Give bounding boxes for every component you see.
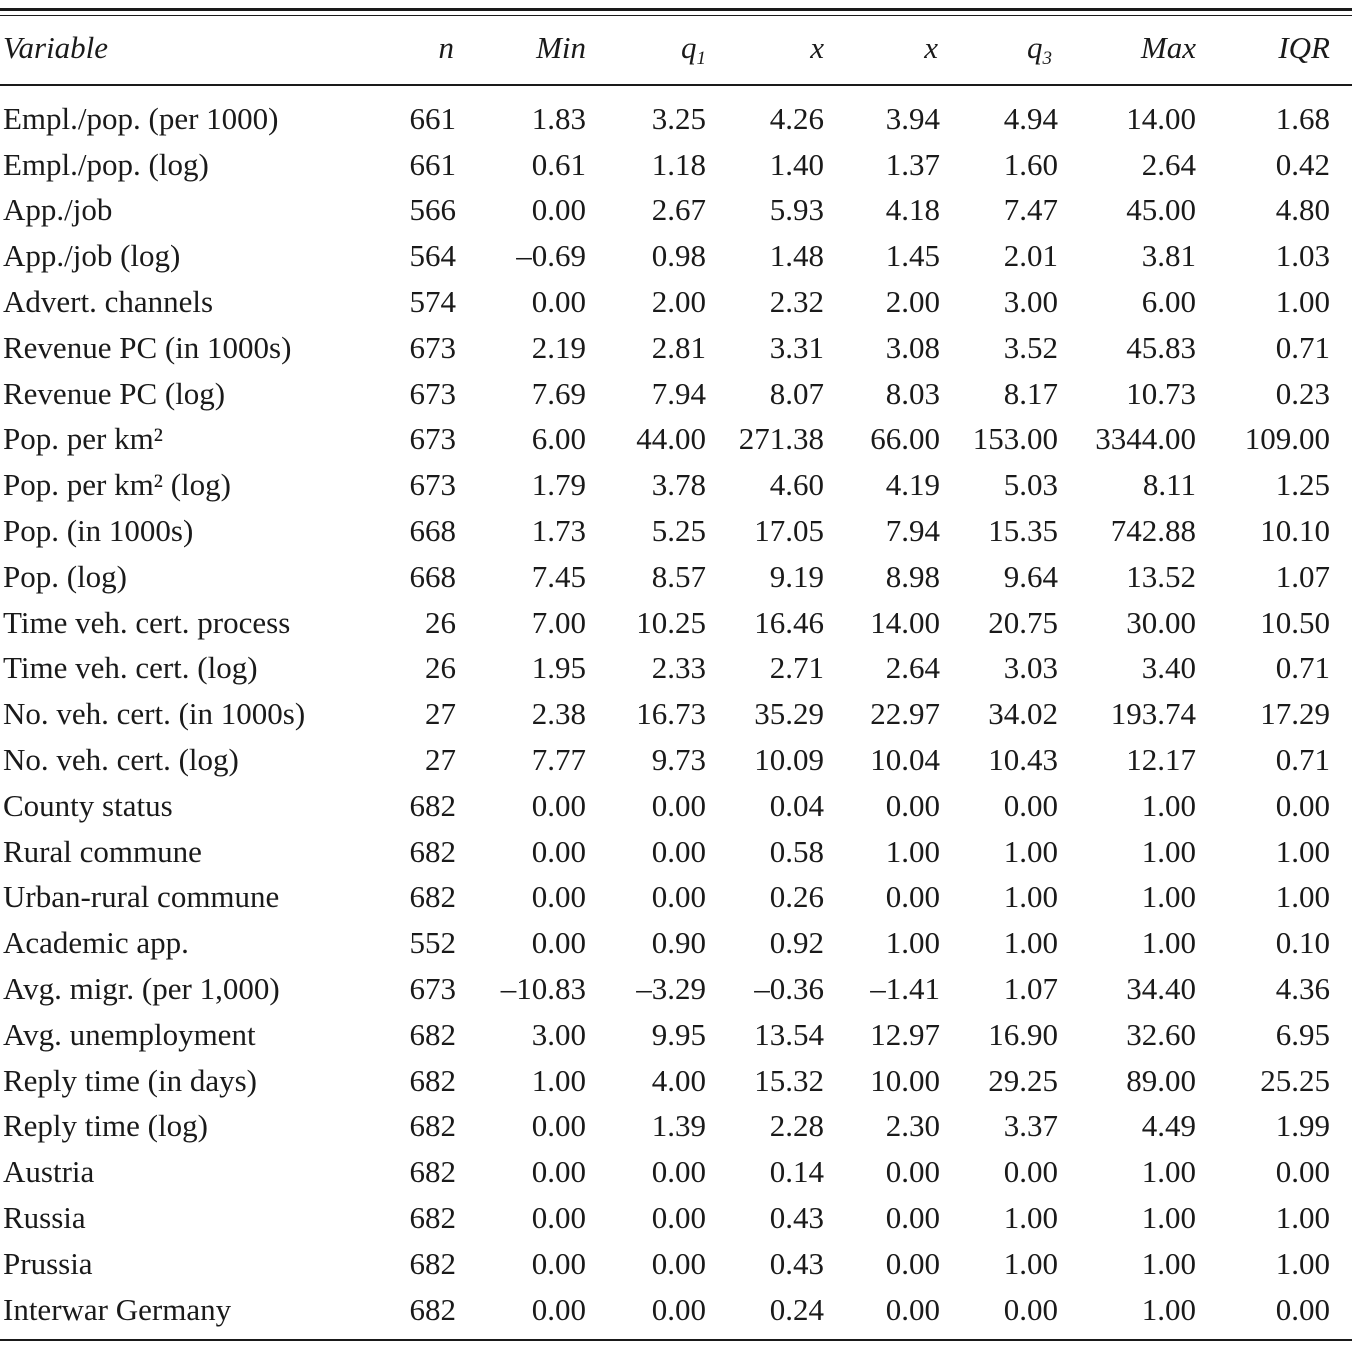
cell-q3: 3.37: [1003, 1108, 1058, 1144]
cell-q3: 8.17: [1003, 375, 1058, 411]
cell-q1: 0.98: [651, 238, 706, 274]
table-row: [0, 1287, 1352, 1333]
cell-q3: 1.00: [1003, 879, 1058, 915]
statistics-table-body: [0, 86, 1352, 1339]
cell-min: 0.00: [531, 879, 586, 915]
cell-max: 8.11: [1142, 467, 1196, 503]
cell-median: 0.00: [885, 1200, 940, 1236]
cell-median: 14.00: [870, 604, 940, 640]
cell-n: 27: [425, 696, 456, 732]
table-row: [0, 417, 1352, 463]
cell-iqr: 1.99: [1275, 1108, 1330, 1144]
cell-variable: No. veh. cert. (log): [3, 742, 239, 778]
header-median: x: [924, 30, 938, 65]
cell-median: 0.00: [885, 1291, 940, 1327]
cell-q1: 2.67: [651, 192, 706, 228]
cell-mean: 0.24: [769, 1291, 824, 1327]
cell-min: 0.00: [531, 1245, 586, 1281]
cell-n: 673: [409, 421, 456, 457]
cell-q3: 1.07: [1003, 971, 1058, 1007]
cell-iqr: 6.95: [1275, 1016, 1330, 1052]
cell-variable: Prussia: [3, 1245, 93, 1281]
cell-iqr: 0.10: [1275, 925, 1330, 961]
cell-min: 3.00: [531, 1016, 586, 1052]
cell-min: 0.00: [531, 284, 586, 320]
cell-n: 673: [409, 971, 456, 1007]
header-q3-subscript: 3: [1042, 48, 1052, 69]
cell-q1: 2.81: [651, 329, 706, 365]
cell-q1: 1.18: [651, 146, 706, 182]
cell-n: 682: [409, 1108, 456, 1144]
cell-n: 682: [409, 1245, 456, 1281]
cell-q3: 7.47: [1003, 192, 1058, 228]
cell-variable: Advert. channels: [3, 284, 214, 320]
cell-q3: 10.43: [988, 742, 1058, 778]
cell-variable: App./job: [3, 192, 113, 228]
cell-iqr: 1.00: [1275, 833, 1330, 869]
cell-min: 0.00: [531, 1108, 586, 1144]
cell-median: 12.97: [870, 1016, 940, 1052]
cell-median: 10.00: [870, 1062, 940, 1098]
top-double-rule: [0, 8, 1352, 16]
cell-median: 4.18: [885, 192, 940, 228]
cell-iqr: 10.50: [1260, 604, 1330, 640]
table-row: [0, 829, 1352, 875]
cell-q3: 1.00: [1003, 925, 1058, 961]
cell-max: 1.00: [1141, 1154, 1196, 1190]
cell-mean: 0.92: [769, 925, 824, 961]
cell-variable: App./job (log): [3, 238, 181, 274]
cell-q3: 1.00: [1003, 1245, 1058, 1281]
cell-variable: Interwar Germany: [3, 1291, 232, 1327]
cell-min: –0.69: [516, 238, 586, 274]
cell-max: 1.00: [1141, 787, 1196, 823]
cell-median: 66.00: [870, 421, 940, 457]
cell-median: 1.00: [885, 925, 940, 961]
cell-iqr: 0.71: [1275, 742, 1330, 778]
cell-variable: Austria: [3, 1154, 95, 1190]
cell-min: 1.95: [531, 650, 586, 686]
table-row: [0, 96, 1352, 142]
cell-variable: Revenue PC (in 1000s): [3, 329, 292, 365]
cell-min: 1.83: [531, 100, 586, 136]
cell-max: 1.00: [1141, 833, 1196, 869]
cell-max: 2.64: [1141, 146, 1196, 182]
cell-max: 14.00: [1126, 100, 1196, 136]
cell-variable: Urban-rural commune: [3, 879, 280, 915]
cell-n: 673: [409, 467, 456, 503]
table-row: [0, 966, 1352, 1012]
cell-q3: 5.03: [1003, 467, 1058, 503]
cell-median: 8.98: [885, 558, 940, 594]
statistics-table-container: [0, 8, 1352, 1341]
table-row: [0, 508, 1352, 554]
cell-q3: 0.00: [1003, 787, 1058, 823]
cell-mean: 4.60: [769, 467, 824, 503]
header-q1-base: q: [681, 30, 697, 65]
cell-q1: 5.25: [651, 513, 706, 549]
cell-n: 668: [409, 513, 456, 549]
header-q1: [608, 16, 728, 84]
table-row: [0, 554, 1352, 600]
cell-variable: Time veh. cert. (log): [3, 650, 258, 686]
cell-iqr: 0.23: [1275, 375, 1330, 411]
cell-q3: 20.75: [988, 604, 1058, 640]
cell-q3: 4.94: [1003, 100, 1058, 136]
cell-max: 3.81: [1141, 238, 1196, 274]
cell-q3: 9.64: [1003, 558, 1058, 594]
cell-n: 552: [409, 925, 456, 961]
cell-q1: –3.29: [636, 971, 706, 1007]
cell-variable: Rural commune: [3, 833, 202, 869]
cell-max: 1.00: [1141, 1245, 1196, 1281]
cell-max: 32.60: [1126, 1016, 1196, 1052]
cell-min: 0.00: [531, 833, 586, 869]
cell-q3: 3.00: [1003, 284, 1058, 320]
cell-q3: 0.00: [1003, 1154, 1058, 1190]
cell-q1: 0.00: [651, 1245, 706, 1281]
cell-n: 668: [409, 558, 456, 594]
cell-variable: Avg. migr. (per 1,000): [3, 971, 280, 1007]
cell-mean: 2.28: [769, 1108, 824, 1144]
cell-n: 26: [425, 650, 456, 686]
table-row: [0, 188, 1352, 234]
cell-q3: 2.01: [1003, 238, 1058, 274]
table-row: [0, 920, 1352, 966]
cell-n: 661: [409, 146, 456, 182]
cell-q1: 0.00: [651, 833, 706, 869]
cell-n: 682: [409, 1062, 456, 1098]
cell-iqr: 0.00: [1275, 787, 1330, 823]
cell-variable: Pop. (in 1000s): [3, 513, 194, 549]
cell-variable: Reply time (in days): [3, 1062, 257, 1098]
cell-q3: 15.35: [988, 513, 1058, 549]
cell-q1: 0.90: [651, 925, 706, 961]
cell-q3: 29.25: [988, 1062, 1058, 1098]
cell-min: 6.00: [531, 421, 586, 457]
cell-variable: Revenue PC (log): [3, 375, 226, 411]
table-header: [0, 16, 1352, 84]
cell-min: 2.38: [531, 696, 586, 732]
cell-median: 4.19: [885, 467, 940, 503]
table-row: [0, 646, 1352, 692]
cell-max: 10.73: [1126, 375, 1196, 411]
cell-q3: 0.00: [1003, 1291, 1058, 1327]
cell-n: 682: [409, 787, 456, 823]
header-iqr: IQR: [1278, 30, 1330, 65]
cell-variable: Pop. per km²: [3, 421, 163, 457]
cell-q1: 0.00: [651, 1200, 706, 1236]
table-row: [0, 233, 1352, 279]
cell-max: 30.00: [1126, 604, 1196, 640]
cell-max: 12.17: [1126, 742, 1196, 778]
cell-median: 1.00: [885, 833, 940, 869]
cell-iqr: 4.80: [1275, 192, 1330, 228]
cell-variable: Reply time (log): [3, 1108, 208, 1144]
cell-q3: 153.00: [972, 421, 1058, 457]
cell-q1: 3.78: [651, 467, 706, 503]
cell-mean: 2.32: [769, 284, 824, 320]
cell-iqr: 0.00: [1275, 1291, 1330, 1327]
cell-min: 0.00: [531, 925, 586, 961]
cell-iqr: 0.42: [1275, 146, 1330, 182]
table-row: [0, 737, 1352, 783]
table-row: [0, 142, 1352, 188]
cell-min: 0.00: [531, 1154, 586, 1190]
cell-n: 26: [425, 604, 456, 640]
header-min: Min: [536, 30, 586, 65]
cell-mean: 1.40: [769, 146, 824, 182]
table-row: [0, 1104, 1352, 1150]
header-max: Max: [1140, 30, 1196, 65]
cell-q1: 2.00: [651, 284, 706, 320]
cell-variable: Academic app.: [3, 925, 189, 961]
cell-min: 0.00: [531, 1291, 586, 1327]
cell-q1: 0.00: [651, 1154, 706, 1190]
cell-median: 0.00: [885, 879, 940, 915]
cell-min: 7.45: [531, 558, 586, 594]
cell-iqr: 1.03: [1275, 238, 1330, 274]
descriptive-statistics-table: [0, 16, 1352, 84]
header-q3: [962, 16, 1080, 84]
cell-variable: Time veh. cert. process: [3, 604, 291, 640]
cell-q1: 0.00: [651, 1291, 706, 1327]
cell-median: 22.97: [870, 696, 940, 732]
cell-mean: 5.93: [769, 192, 824, 228]
cell-iqr: 25.25: [1260, 1062, 1330, 1098]
cell-median: –1.41: [870, 971, 940, 1007]
cell-max: 1.00: [1141, 925, 1196, 961]
cell-n: 682: [409, 1291, 456, 1327]
cell-min: 1.73: [531, 513, 586, 549]
cell-n: 673: [409, 329, 456, 365]
cell-min: 0.00: [531, 1200, 586, 1236]
table-row: [0, 1195, 1352, 1241]
cell-mean: 15.32: [754, 1062, 824, 1098]
cell-variable: Avg. unemployment: [3, 1016, 256, 1052]
cell-min: –10.83: [500, 971, 586, 1007]
cell-q3: 34.02: [988, 696, 1058, 732]
cell-median: 2.00: [885, 284, 940, 320]
cell-iqr: 1.25: [1275, 467, 1330, 503]
cell-mean: 0.43: [769, 1245, 824, 1281]
cell-median: 3.08: [885, 329, 940, 365]
cell-q3: 3.52: [1003, 329, 1058, 365]
table-row: [0, 462, 1352, 508]
cell-q1: 3.25: [651, 100, 706, 136]
cell-q1: 8.57: [651, 558, 706, 594]
cell-iqr: 1.00: [1275, 284, 1330, 320]
cell-max: 4.49: [1141, 1108, 1196, 1144]
cell-q1: 16.73: [636, 696, 706, 732]
cell-mean: 0.26: [769, 879, 824, 915]
cell-iqr: 10.10: [1260, 513, 1330, 549]
cell-mean: 4.26: [769, 100, 824, 136]
header-n: n: [438, 30, 454, 65]
cell-n: 574: [409, 284, 456, 320]
table-row: [0, 600, 1352, 646]
table-row: [0, 325, 1352, 371]
cell-iqr: 1.00: [1275, 1200, 1330, 1236]
cell-iqr: 109.00: [1244, 421, 1330, 457]
cell-mean: 8.07: [769, 375, 824, 411]
cell-iqr: 1.07: [1275, 558, 1330, 594]
cell-n: 661: [409, 100, 456, 136]
table-row: [0, 371, 1352, 417]
cell-iqr: 1.00: [1275, 879, 1330, 915]
cell-mean: 35.29: [754, 696, 824, 732]
table-row: [0, 279, 1352, 325]
cell-q1: 4.00: [651, 1062, 706, 1098]
cell-q1: 0.00: [651, 787, 706, 823]
cell-variable: Empl./pop. (per 1000): [3, 100, 279, 136]
cell-mean: 0.58: [769, 833, 824, 869]
cell-iqr: 0.00: [1275, 1154, 1330, 1190]
cell-iqr: 1.68: [1275, 100, 1330, 136]
cell-max: 3344.00: [1095, 421, 1196, 457]
cell-min: 7.77: [531, 742, 586, 778]
table-row: [0, 1149, 1352, 1195]
cell-max: 45.00: [1126, 192, 1196, 228]
cell-mean: 17.05: [754, 513, 824, 549]
cell-min: 0.00: [531, 787, 586, 823]
cell-median: 1.37: [885, 146, 940, 182]
cell-median: 0.00: [885, 1154, 940, 1190]
cell-median: 10.04: [870, 742, 940, 778]
cell-mean: 1.48: [769, 238, 824, 274]
cell-max: 34.40: [1126, 971, 1196, 1007]
cell-max: 193.74: [1110, 696, 1196, 732]
cell-n: 682: [409, 879, 456, 915]
bottom-rule: [0, 1339, 1352, 1341]
cell-iqr: 4.36: [1275, 971, 1330, 1007]
cell-q1: 7.94: [651, 375, 706, 411]
table-row: [0, 783, 1352, 829]
cell-q1: 0.00: [651, 879, 706, 915]
cell-median: 7.94: [885, 513, 940, 549]
cell-min: 1.79: [531, 467, 586, 503]
cell-max: 3.40: [1141, 650, 1196, 686]
cell-min: 2.19: [531, 329, 586, 365]
cell-min: 7.69: [531, 375, 586, 411]
table-row: [0, 875, 1352, 921]
cell-q3: 1.60: [1003, 146, 1058, 182]
cell-mean: 271.38: [738, 421, 824, 457]
header-q1-subscript: 1: [696, 48, 706, 69]
cell-mean: 0.14: [769, 1154, 824, 1190]
table-row: [0, 1012, 1352, 1058]
cell-iqr: 1.00: [1275, 1245, 1330, 1281]
cell-iqr: 0.71: [1275, 650, 1330, 686]
cell-q1: 44.00: [636, 421, 706, 457]
table-row: [0, 1241, 1352, 1287]
cell-max: 1.00: [1141, 879, 1196, 915]
cell-q1: 1.39: [651, 1108, 706, 1144]
cell-median: 0.00: [885, 1245, 940, 1281]
cell-max: 1.00: [1141, 1291, 1196, 1327]
cell-q3: 16.90: [988, 1016, 1058, 1052]
table-row: [0, 691, 1352, 737]
cell-median: 2.30: [885, 1108, 940, 1144]
cell-mean: 10.09: [754, 742, 824, 778]
cell-q1: 2.33: [651, 650, 706, 686]
cell-variable: Russia: [3, 1200, 86, 1236]
cell-mean: 2.71: [769, 650, 824, 686]
header-row: [0, 16, 1352, 84]
cell-variable: Pop. (log): [3, 558, 127, 594]
cell-q3: 1.00: [1003, 833, 1058, 869]
cell-min: 0.61: [531, 146, 586, 182]
cell-q3: 1.00: [1003, 1200, 1058, 1236]
cell-max: 45.83: [1126, 329, 1196, 365]
header-q3-base: q: [1027, 30, 1043, 65]
cell-median: 2.64: [885, 650, 940, 686]
cell-n: 682: [409, 1016, 456, 1052]
cell-q1: 10.25: [636, 604, 706, 640]
cell-median: 0.00: [885, 787, 940, 823]
cell-mean: –0.36: [754, 971, 824, 1007]
cell-variable: County status: [3, 787, 173, 823]
cell-max: 6.00: [1141, 284, 1196, 320]
cell-median: 3.94: [885, 100, 940, 136]
cell-n: 673: [409, 375, 456, 411]
cell-iqr: 0.71: [1275, 329, 1330, 365]
cell-n: 27: [425, 742, 456, 778]
cell-max: 13.52: [1126, 558, 1196, 594]
cell-mean: 0.04: [769, 787, 824, 823]
cell-n: 566: [409, 192, 456, 228]
cell-n: 682: [409, 1154, 456, 1190]
cell-n: 682: [409, 1200, 456, 1236]
cell-max: 1.00: [1141, 1200, 1196, 1236]
cell-iqr: 17.29: [1260, 696, 1330, 732]
cell-variable: Empl./pop. (log): [3, 146, 209, 182]
cell-min: 0.00: [531, 192, 586, 228]
cell-median: 8.03: [885, 375, 940, 411]
table-row: [0, 1058, 1352, 1104]
table-body: [0, 86, 1352, 1339]
cell-q3: 3.03: [1003, 650, 1058, 686]
cell-variable: No. veh. cert. (in 1000s): [3, 696, 306, 732]
cell-min: 1.00: [531, 1062, 586, 1098]
cell-variable: Pop. per km² (log): [3, 467, 231, 503]
cell-q1: 9.73: [651, 742, 706, 778]
cell-mean: 16.46: [754, 604, 824, 640]
cell-min: 7.00: [531, 604, 586, 640]
cell-max: 742.88: [1110, 513, 1196, 549]
cell-n: 682: [409, 833, 456, 869]
header-mean: x: [810, 30, 824, 65]
cell-mean: 9.19: [769, 558, 824, 594]
cell-max: 89.00: [1126, 1062, 1196, 1098]
cell-q1: 9.95: [651, 1016, 706, 1052]
header-variable: Variable: [3, 30, 109, 65]
cell-median: 1.45: [885, 238, 940, 274]
cell-n: 564: [409, 238, 456, 274]
cell-mean: 13.54: [754, 1016, 824, 1052]
cell-mean: 0.43: [769, 1200, 824, 1236]
cell-mean: 3.31: [769, 329, 824, 365]
